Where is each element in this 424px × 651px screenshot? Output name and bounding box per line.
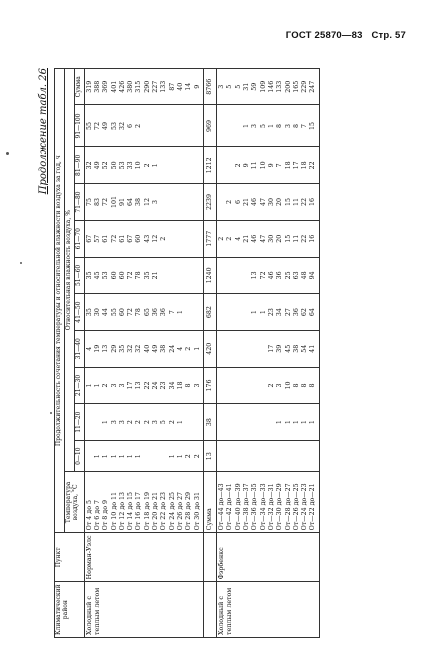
sum-cell: 13 [203, 441, 216, 472]
header-humidity-7: 71—80 [74, 184, 84, 221]
value-cell: 17 39 45 38 54 41 [217, 330, 320, 367]
header-humidity-2: 21—30 [74, 367, 84, 404]
header-region: Климатический район [55, 582, 85, 638]
header-humidity-9: 91—100 [74, 105, 84, 147]
header-humidity-8: 81—90 [74, 147, 84, 184]
header-point: Пункт [55, 533, 85, 582]
sum-cell: 2239 [203, 184, 216, 221]
header-humidity-6: 61—70 [74, 220, 84, 257]
table-row [84, 69, 203, 638]
header-humidity-3: 31—40 [74, 330, 84, 367]
temperature-cell: От 4 до 5 От 6 до 7 От 8 до 9 От 10 до 11 От 12 до 13 От 14 до 15 От 16 до 17 От 18 до 19 От 20 до 21 От 22 до 23 От 24 до 25 От 26 до 27 От 28 до 29 От 30 до 31 [84, 472, 203, 533]
value-cell: 1 1 1 1 1 1 1 1 2 2 [84, 441, 203, 472]
sum-cell: 682 [203, 294, 216, 331]
sum-cell: 420 [203, 330, 216, 367]
standard-code: ГОСТ 25870—83 [285, 30, 363, 41]
sum-row [203, 69, 216, 638]
value-cell: 3 5 5 31 59 109 146 133 200 165 229 247 [217, 69, 320, 105]
value-cell: 2 6 21 46 47 30 20 15 11 22 16 [217, 184, 320, 221]
table-title: Продолжительность сочетания температуры и относительной влажности воздуха за год, ч [55, 69, 65, 533]
value-cell: 4 19 13 29 35 32 32 40 49 38 24 4 2 1 [84, 330, 203, 367]
value-cell: 319 388 369 401 426 380 315 290 227 133 87 40 14 9 [84, 69, 203, 105]
value-cell: 75 83 72 101 91 64 38 12 3 [84, 184, 203, 221]
header-humidity-10: Сумма [74, 69, 84, 105]
rotated-table-page [36, 68, 402, 638]
value-cell [217, 441, 320, 472]
sum-cell: 1212 [203, 147, 216, 184]
region-cell: Холодный с теплым летом [217, 582, 320, 638]
climate-data-table [54, 68, 320, 638]
scan-speck [6, 152, 9, 155]
value-cell: 55 72 49 53 32 6 2 [84, 105, 203, 147]
value-cell: 1 1 1 1 1 [217, 404, 320, 441]
sum-cell: 969 [203, 105, 216, 147]
header-temperature: Температура воздуха, °С [64, 472, 84, 533]
value-cell: 13 72 46 36 25 63 48 94 [217, 257, 320, 294]
value-cell: 35 30 44 55 60 72 78 65 36 36 7 1 [84, 294, 203, 331]
header-humidity-4: 41—50 [74, 294, 84, 331]
sum-cell: 1777 [203, 220, 216, 257]
sum-label: Сумма [203, 472, 216, 533]
value-cell: 35 45 53 60 60 72 78 35 21 [84, 257, 203, 294]
value-cell: 2 2 4 21 46 47 30 20 15 11 22 16 [217, 220, 320, 257]
region-cell: Холодный с теплым летом [84, 582, 203, 638]
value-cell: 2 3 10 8 8 8 [217, 367, 320, 404]
value-cell: 32 49 52 50 53 33 10 2 1 [84, 147, 203, 184]
table-body [84, 69, 319, 638]
point-cell: Фэрбенкс [217, 533, 320, 582]
sum-cell: 176 [203, 367, 216, 404]
temperature-cell: От—44 до—43 От—42 до—41 От—40 до—39 От—38 до—37 От—36 до—35 От—34 до—33 От—32 до—31 От—30 до—29 От—28 до—27 От—26 до—25 От—24 до—23 От—22 до—21 [217, 472, 320, 533]
scan-speck [20, 262, 22, 264]
value-cell: 1 1 2 3 3 17 13 22 24 23 34 18 8 3 [84, 367, 203, 404]
table-row [217, 69, 320, 638]
header-humidity-0: 0—10 [74, 441, 84, 472]
sum-cell: 38 [203, 404, 216, 441]
sum-cell: 1240 [203, 257, 216, 294]
value-cell: 1 1 23 34 27 36 62 64 [217, 294, 320, 331]
header-humidity-group: Относительная влажность воздуха, % [64, 69, 74, 472]
page-header [280, 30, 406, 41]
value-cell: 67 57 61 72 61 67 60 43 12 2 [84, 220, 203, 257]
header-humidity-5: 51—60 [74, 257, 84, 294]
page-number: Стр. 57 [371, 30, 406, 41]
value-cell: 1 3 3 2 2 2 3 5 2 1 [84, 404, 203, 441]
continuation-label: Продолжение табл. 26 [38, 68, 49, 195]
header-humidity-1: 11—20 [74, 404, 84, 441]
point-cell-empty [203, 533, 216, 582]
region-cell-empty [203, 582, 216, 638]
value-cell: 2 9 11 10 9 7 18 17 18 22 [217, 147, 320, 184]
value-cell: 1 3 5 1 8 3 8 7 15 [217, 105, 320, 147]
point-cell: Норман-Уэлс [84, 533, 203, 582]
sum-cell: 8766 [203, 69, 216, 105]
